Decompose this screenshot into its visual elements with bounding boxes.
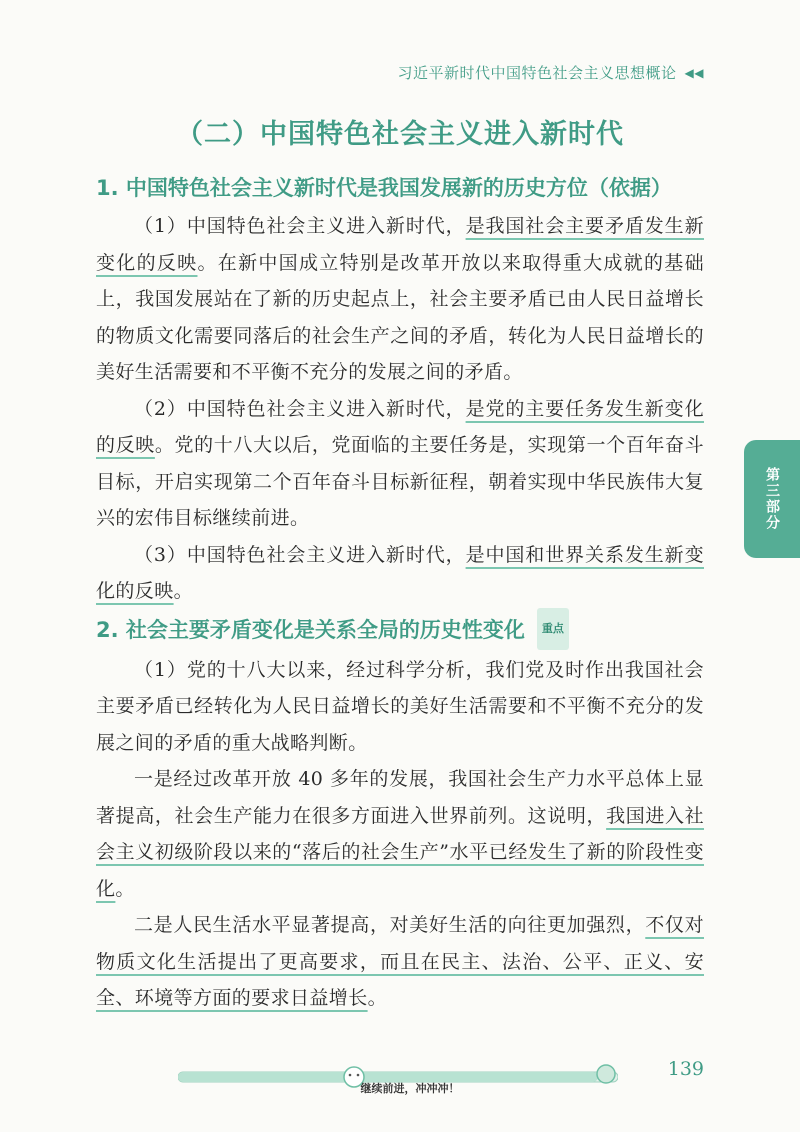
highlight-underline: 是党的主要任务发生新变化的反映 xyxy=(96,397,704,456)
section-heading-2: 2. 社会主要矛盾变化是关系全局的历史性变化 重点 xyxy=(96,610,704,652)
chapter-title: （二）中国特色社会主义进入新时代 xyxy=(176,119,624,150)
paragraph-1-2: （2）中国特色社会主义进入新时代，是党的主要任务发生新变化的反映。党的十八大以后，党面临的主要任务是，实现第一个百年奋斗目标，开启实现第二个百年奋斗目标新征程，朝着实现中华民族伟大复兴的宏伟目标继续前进。 xyxy=(96,397,705,529)
part-side-tab xyxy=(744,440,800,558)
book-title: 习近平新时代中国特色社会主义思想概论 xyxy=(397,64,677,82)
highlight-underline: 是中国和世界关系发生新变化的反映 xyxy=(96,543,704,602)
double-chevron-left-icon: ◀◀ xyxy=(684,65,704,80)
page-number: 139 xyxy=(667,1058,704,1080)
paragraph-2-2: 一是经过改革开放 40 多年的发展，我国社会生产力水平总体上显著提高，社会生产能力在很多方面进入世界前列。这说明，我国进入社会主义初级阶段以来的“落后的社会生产”水平已经发生了新的阶段性变化。 xyxy=(96,768,704,900)
paragraph-1-1: （1）中国特色社会主义进入新时代，是我国社会主要矛盾发生新变化的反映。在新中国成立特别是改革开放以来取得重大成就的基础上，我国发展站在了新的历史起点上，社会主要矛盾已由人民日益增长的物质文化需要同落后的社会生产之间的矛盾，转化为人民日益增长的美好生活需要和不平衡不充分的发展之间的矛盾。 xyxy=(96,215,704,383)
paragraph-1-3: （3）中国特色社会主义进入新时代，是中国和世界关系发生新变化的反映。 xyxy=(96,543,704,602)
content-body xyxy=(96,168,704,1017)
running-header xyxy=(398,62,704,83)
highlight-underline: 我国进入社会主义初级阶段以来的“落后的社会生产”水平已经发生了新的阶段性变化 xyxy=(96,804,704,900)
highlight-underline: 是我国社会主要矛盾发生新变化的反映 xyxy=(96,215,704,274)
section-heading-1: 1. 中国特色社会主义新时代是我国发展新的历史方位（依据） xyxy=(96,176,672,200)
highlight-underline: 不仅对物质文化生活提出了更高要求，而且在民主、法治、公平、正义、安全、环境等方面的要求日益增长 xyxy=(96,914,704,1009)
paragraph-2-3: 二是人民生活水平显著提高，对美好生活的向往更加强烈，不仅对物质文化生活提出了更高要求，而且在民主、法治、公平、正义、安全、环境等方面的要求日益增长。 xyxy=(96,914,704,1009)
key-point-badge: 重点 xyxy=(537,608,569,650)
footer-slogan: 继续前进，冲冲冲！ xyxy=(360,1082,460,1095)
part-label: 第三部分 xyxy=(764,467,780,531)
paragraph-2-1: （1）党的十八大以来，经过科学分析，我们党及时作出我国社会主要矛盾已经转化为人民日益增长的美好生活需要和不平衡不充分的发展之间的矛盾的重大战略判断。 xyxy=(96,658,704,754)
